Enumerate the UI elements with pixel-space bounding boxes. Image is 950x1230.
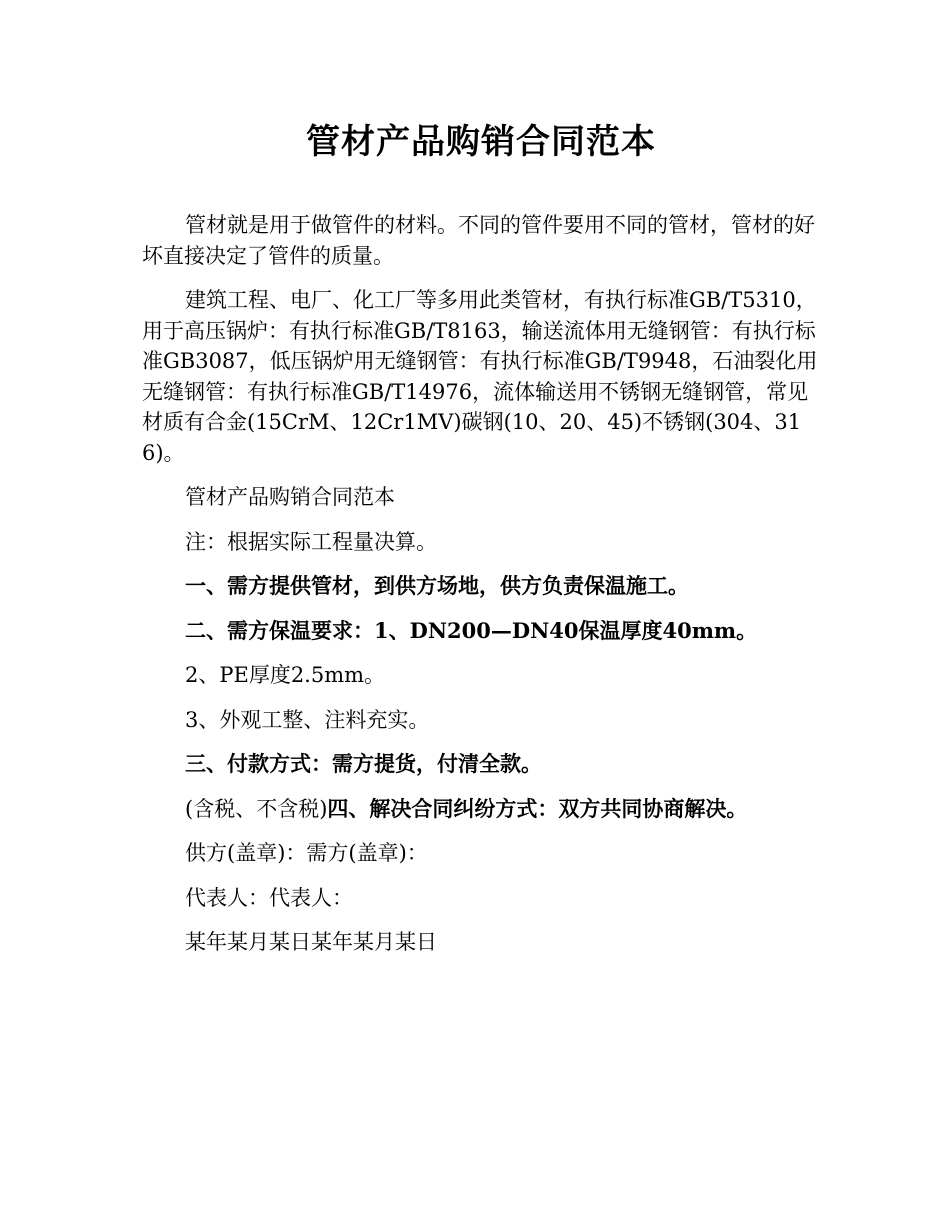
clause-four: [142, 794, 820, 825]
dispute-clause: 四、解决合同纠纷方式：双方共同协商解决。: [327, 795, 748, 821]
tax-note: (含税、不含税): [185, 796, 328, 821]
clause-two-item-3: 3、外观工整、注料充实。: [185, 707, 430, 732]
signature-date-line: 某年某月某日某年某月某日: [185, 930, 437, 954]
standards-paragraph: 建筑工程、电厂、化工厂等多用此类管材，有执行标准GB/T5310，用于高压锅炉：有执行标准GB/T8163，输送流体用无缝钢管：有执行标准GB3087，低压锅炉用无缝钢管：有执行标准GB/T9948，石油裂化用无缝钢管：有执行标准GB/T14976，流体输送用不锈钢无缝钢管，常见材质有合金(15CrM、12Cr1MV)碳钢(10、20、45)不锈钢(304、316)。: [142, 288, 818, 465]
clause-one: 一、需方提供管材，到供方场地，供方负责保温施工。: [185, 573, 689, 598]
contract-subtitle: 管材产品购销合同范本: [185, 485, 395, 509]
signature-representative-line: 代表人：代表人：: [185, 885, 353, 910]
clause-two: 二、需方保温要求：1、DN200—DN40保温厚度40mm。: [185, 617, 758, 643]
clause-two-item-2: 2、PE厚度2.5mm。: [185, 663, 386, 687]
signature-seal-line: 供方(盖章)：需方(盖章)：: [185, 841, 428, 865]
document-title: 管材产品购销合同范本: [306, 122, 656, 162]
clause-three: 三、付款方式：需方提货，付清全款。: [185, 751, 542, 776]
intro-paragraph: 管材就是用于做管件的材料。不同的管件要用不同的管材，管材的好坏直接决定了管件的质量。: [142, 213, 815, 268]
note-paragraph: 注：根据实际工程量决算。: [185, 529, 437, 554]
